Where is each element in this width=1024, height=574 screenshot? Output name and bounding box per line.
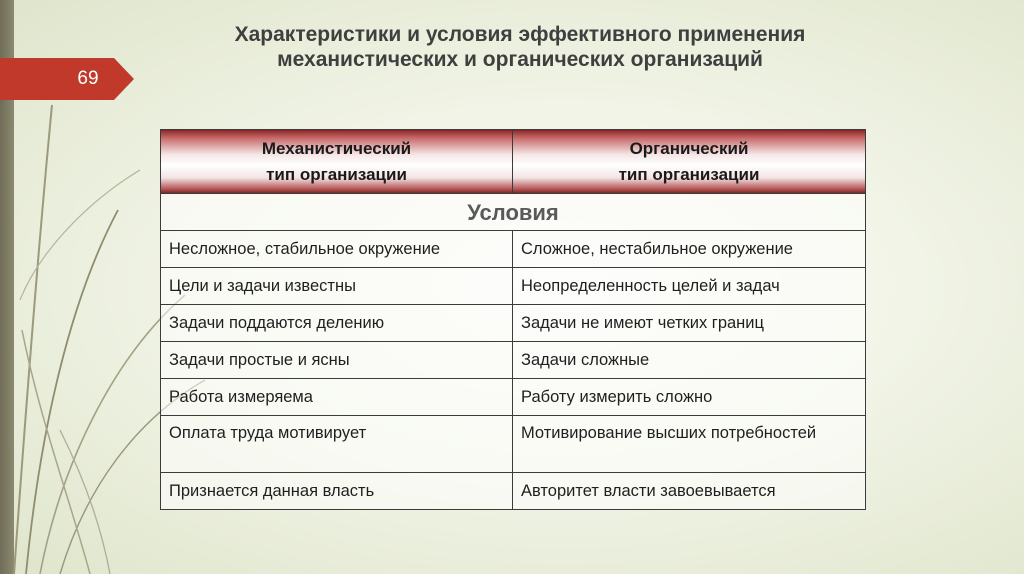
table-cell: Неопределенность целей и задач: [513, 268, 866, 305]
header-organic-line-1: Органический: [629, 138, 749, 158]
table-row: [161, 473, 866, 510]
table-cell: Несложное, стабильное окружение: [161, 231, 513, 268]
table-row: [161, 416, 866, 473]
header-mechanistic-line-2: тип организации: [266, 164, 407, 184]
table-row: [161, 342, 866, 379]
slide-number: 69: [77, 68, 99, 89]
section-row: [161, 194, 866, 231]
table-cell: Цели и задачи известны: [161, 268, 513, 305]
table-row: [161, 231, 866, 268]
table-cell: Работа измеряема: [161, 379, 513, 416]
header-mechanistic-line-1: Механистический: [261, 138, 412, 158]
table-cell: Задачи простые и ясны: [161, 342, 513, 379]
section-label: Условия: [161, 194, 866, 231]
slide-title: [150, 22, 890, 72]
table-row: [161, 305, 866, 342]
table-row: [161, 379, 866, 416]
header-organic: [513, 130, 866, 194]
table-cell: Мотивирование высших потребностей: [513, 416, 866, 473]
table-cell: Работу измерить сложно: [513, 379, 866, 416]
table-cell: Задачи сложные: [513, 342, 866, 379]
table-cell: Задачи не имеют четких границ: [513, 305, 866, 342]
table-header-row: [161, 130, 866, 194]
table-cell: Задачи поддаются делению: [161, 305, 513, 342]
slide-number-badge: [0, 58, 134, 100]
header-mechanistic: [161, 130, 513, 194]
table-row: [161, 268, 866, 305]
header-organic-line-2: тип организации: [618, 164, 760, 184]
table-cell: Сложное, нестабильное окружение: [513, 231, 866, 268]
comparison-table: [160, 129, 866, 510]
table-cell: Признается данная власть: [161, 473, 513, 510]
table-cell: Оплата труда мотивирует: [161, 416, 513, 473]
slide-title-line-2: механистических и органических организаций: [277, 48, 763, 71]
table-cell: Авторитет власти завоевывается: [513, 473, 866, 510]
slide-title-line-1: Характеристики и условия эффективного применения: [234, 23, 806, 46]
